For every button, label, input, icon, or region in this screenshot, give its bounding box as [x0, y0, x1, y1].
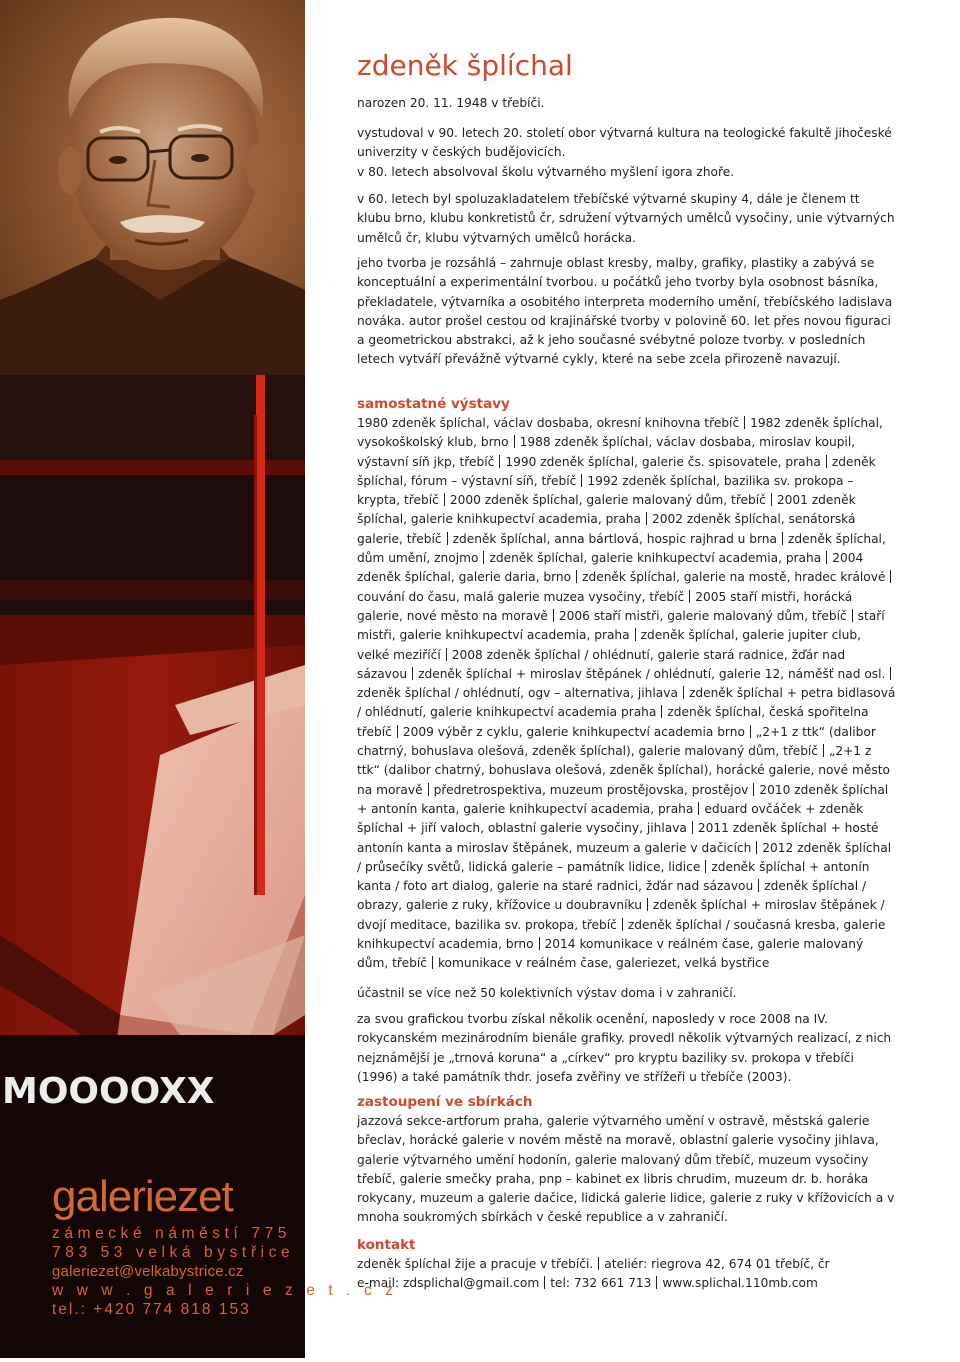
awards-block [357, 1010, 897, 1087]
exhibition-entry: staří mistři, horácká galerie, nové město na moravě [357, 589, 853, 623]
separator [544, 1276, 545, 1289]
painting-text: MOOOOXX [2, 1071, 215, 1112]
education-text: vystudoval v 90. letech 20. století obor výtvarná kultura na teologické fakultě jihočeské univerzity v českých budějovicích. [357, 126, 892, 160]
separator [705, 860, 706, 873]
contact-section [357, 1235, 897, 1294]
exhibition-entry: zdeněk šplíchal + antonín kanta, galerie knihkupectví academia, praha [357, 782, 889, 816]
separator [698, 802, 699, 815]
contact-email-link[interactable]: e-mail: zdsplichal@gmail.com [357, 1276, 540, 1291]
exhibition-entry: zdeněk šplíchal, vysokoškolský klub, brno [357, 416, 883, 450]
exhibition-entry: zdeněk šplíchal, galerie čs. spisovatele, praha [540, 454, 821, 469]
separator [656, 1276, 657, 1289]
separator [635, 628, 636, 641]
work-text: jeho tvorba je rozsáhlá – zahrnuje oblast kresby, malby, grafiky, plastiky a zabývá se konceptuální a experimentální tvorbou. u počátků jeho tvorby byla osobnost básníka, překladatele, výtvarníka a osobitého interpreta moderního umění, třebíčského ladislava nováka. autor prošel cestou od krajinářské tvorby v polovině 60. let přes novou figuraci a geometrickou abstrakci, až k jeho současné svébytné poloze tvorby. v posledních letech vytváří převážně výtvarné cykly, které na sebe zcela přirozeně navazují. [357, 256, 893, 367]
contact-phone: tel: 732 661 713 [550, 1276, 652, 1291]
exhibition-entry: zdeněk šplíchal, anna bártlová, hospic rajhrad u brna [452, 531, 778, 546]
exhibition-entry: zdeněk šplíchal + miroslav štěpánek / ohlédnutí, galerie 12, náměšť nad osl. [418, 666, 886, 681]
separator [446, 648, 447, 661]
exhibition-year: 2011 [697, 821, 733, 836]
exhibition-entry: předretrospektiva, muzeum prostějovska, prostějov [433, 782, 749, 797]
exhibition-entry: zdeněk šplíchal + miroslav štěpánek / dvojí meditace, bazilika sv. prokopa, třebíč [357, 898, 885, 932]
birth-text: narozen 20. 11. 1948 v třebíči. [357, 96, 545, 110]
exhibitions-heading: samostatné výstavy [357, 396, 510, 412]
separator [826, 455, 827, 468]
school-text: v 80. letech absolvoval školu výtvarného myšlení igora zhoře. [357, 164, 735, 179]
exhibition-entry: zdeněk šplíchal, senátorská galerie, třebíč [357, 512, 856, 546]
exhibition-entry: komunikace v reálném čase, galeriezet, velká bystřice [437, 956, 770, 971]
separator [499, 455, 500, 468]
exhibition-year: 2005 [695, 589, 731, 604]
separator [890, 570, 891, 583]
exhibitions-list [357, 414, 897, 974]
exhibition-entry: zdeněk šplíchal, václav dosbaba, miroslav koupil, výstavní síň jkp, třebíč [357, 435, 856, 469]
collections-heading: zastoupení ve sbírkách [357, 1094, 533, 1110]
separator [412, 667, 413, 680]
exhibition-entry: „2+1 z ttk“ (dalibor chatrný, bohuslava olešová, zdeněk šplíchal), horácké galerie, nové město na moravě [357, 744, 890, 797]
exhibition-year: 2014 [544, 937, 580, 952]
separator [756, 841, 757, 854]
contact-line-1 [357, 1255, 897, 1274]
exhibition-year: 2004 [832, 551, 864, 566]
separator [483, 551, 484, 564]
exhibitions-section [357, 394, 897, 974]
exhibition-entry: zdeněk šplíchal / obrazy, galerie z ruky, křížovice u doubravníku [357, 879, 867, 913]
exhibition-entry: zdeněk šplíchal, galerie knihkupectví academia, praha [357, 493, 856, 527]
exhibition-entry: zdeněk šplíchal / současná kresba, galerie knihkupectví academia, brno [357, 917, 886, 952]
contact-residence: zdeněk šplíchal žije a pracuje v třebíči. [357, 1257, 594, 1271]
separator [397, 725, 398, 738]
exhibition-entry: couvání do času, malá galerie muzea vysočiny, třebíč [357, 589, 685, 604]
contact-heading: kontakt [357, 1237, 416, 1253]
exhibition-entry: zdeněk šplíchal / průsečíky světů, lidická galerie – památník lidice, lidice [357, 840, 892, 874]
exhibition-entry: staří mistři, galerie knihkupectví academia, praha [357, 608, 885, 643]
separator [683, 686, 684, 699]
exhibition-year: 2006 [558, 608, 594, 623]
contact-line-2 [357, 1274, 897, 1293]
exhibition-year: 2008 [451, 647, 487, 662]
gallery-address-street: zámecké náměstí 775 [52, 1225, 292, 1242]
separator [576, 570, 577, 583]
portrait-image [0, 0, 305, 375]
exhibition-year: 1982 [750, 416, 786, 430]
separator [826, 551, 827, 564]
separator [581, 474, 582, 487]
exhibition-entry: zdeněk šplíchal + hosté antonín kanta a miroslav štěpánek, muzeum a galerie v dačicích [357, 821, 879, 855]
exhibition-entry: zdeněk šplíchal / ohlédnutí, ogv – alternativa, jihlava [357, 686, 678, 701]
separator [432, 956, 433, 969]
separator [744, 416, 745, 429]
exhibition-entry: zdeněk šplíchal, česká spořitelna třebíč [357, 705, 869, 739]
separator [758, 879, 759, 892]
exhibition-year: 1980 [357, 416, 392, 430]
separator [750, 725, 751, 738]
exhibition-year: 1988 [519, 435, 555, 450]
exhibition-year: 2000 [449, 493, 485, 508]
separator [514, 435, 515, 448]
groups-block [357, 190, 897, 248]
exhibition-year: 1992 [587, 473, 623, 488]
contact-studio: ateliér: riegrova 42, 674 01 třebíč, čr [604, 1257, 830, 1271]
exhibition-entry: eduard ovčáček + zdeněk šplíchal + jiří valoch, oblastní galerie vysočiny, jihlava [357, 801, 864, 836]
exhibition-year: 2012 [762, 840, 798, 855]
awards-text: za svou grafickou tvorbu získal několik ocenění, naposledy v roce 2008 na IV. rokycanském mezinárodním bienále grafiky. provedl několik výtvarných realizací, z nich nejznámější je „trnová koruna“ a „církev“ pro kryptu baziliky sv. prokopa v třebíči (1996) a také památník thdr. josefa zvěřiny ve střížeři u třebíče (2003). [357, 1012, 892, 1084]
contact-web-link[interactable]: www.splichal.110mb.com [662, 1276, 818, 1291]
exhibition-year: 2009 [402, 724, 438, 739]
collective-block [357, 984, 897, 1003]
groups-text: v 60. letech byl spoluzakladatelem třebíčské výtvarné skupiny 4, dále je členem tt klubu brno, klubu konkretistů čr, sdružení výtvarných umělců vysočiny, unie výtvarných umělců čr, klubu výtvarných umělců horácka. [357, 192, 895, 245]
separator [622, 918, 623, 931]
separator [782, 532, 783, 545]
exhibition-entry: zdeněk šplíchal / ohlédnutí, galerie stará radnice, žďár nad sázavou [357, 647, 846, 681]
separator [647, 898, 648, 911]
exhibition-year: 2001 [776, 493, 812, 508]
exhibition-entry: zdeněk šplíchal + antonín kanta / foto art dialog, galerie na staré radnici, žďár nad sázavou [357, 859, 870, 894]
gallery-phone: tel.: +420 774 818 153 [52, 1301, 251, 1318]
separator [823, 744, 824, 757]
separator [890, 667, 891, 680]
separator [447, 532, 448, 545]
separator [428, 783, 429, 796]
exhibition-entry: zdeněk šplíchal, václav dosbaba, okresní knihovna třebíč [391, 416, 740, 430]
exhibition-year: 2002 [651, 512, 687, 527]
exhibition-entry: „2+1 z ttk“ (dalibor chatrný, bohuslava olešová, zdeněk šplíchal), galerie malovaný dům, třebíč [357, 724, 876, 759]
separator [852, 609, 853, 622]
separator [753, 783, 754, 796]
gallery-logo: galeriezet [52, 1172, 233, 1221]
separator [539, 937, 540, 950]
work-block [357, 254, 897, 370]
exhibition-entry: zdeněk šplíchal, galerie knihkupectví academia, praha [489, 551, 822, 566]
exhibition-entry: komunikace v reálném čase, galerie malovaný dům, třebíč [357, 937, 864, 971]
exhibition-entry: zdeněk šplíchal, galerie daria, brno [357, 570, 572, 585]
exhibition-entry: zdeněk šplíchal + petra bidlasová / ohlédnutí, galerie knihkupectví academia praha [357, 686, 896, 720]
separator [444, 493, 445, 506]
collective-text: účastnil se více než 50 kolektivních výstav doma i v zahraničí. [357, 986, 737, 1000]
exhibition-year: 2010 [759, 782, 795, 797]
gallery-web-link[interactable]: w w w . g a l e r i e z e t . c z [52, 1282, 398, 1299]
exhibition-entry: zdeněk šplíchal, galerie malovaný dům, třebíč [484, 493, 766, 508]
exhibition-entry: staří mistři, galerie malovaný dům, třebíč [593, 608, 847, 623]
artist-name: zdeněk šplíchal [357, 49, 573, 82]
separator [646, 512, 647, 525]
exhibition-entry: zdeněk šplíchal, fórum – výstavní síň, třebíč [357, 454, 876, 488]
gallery-email-link[interactable]: galeriezet@velkabystrice.cz [52, 1263, 244, 1280]
artist-portrait [0, 0, 305, 375]
exhibition-entry: zdeněk šplíchal, galerie jupiter club, velké meziříčí [357, 628, 861, 662]
separator [692, 821, 693, 834]
collections-text: jazzová sekce-artforum praha, galerie výtvarného umění v ostravě, městská galerie břeclav, horácké galerie v novém městě na moravě, oblastní galerie vysočiny jihlava, galerie výtvarného umění hodonín, galerie malovaný dům třebíč, muzeum vysočiny třebíč, galerie smečky praha, pnp – kabinet ex libris chrudim, muzeum dr. b. horáka rokycany, muzeum a galerie dačice, lidická galerie lidice, galerie z ruky v křížovicích a v mnoha soukromých sbírkách v české republice a v zahraničí. [357, 1114, 895, 1225]
exhibition-entry: zdeněk šplíchal, bazilika sv. prokopa – krypta, třebíč [357, 473, 854, 508]
separator [661, 705, 662, 718]
collections-section [357, 1092, 897, 1228]
birth-info [357, 94, 897, 113]
exhibition-year: 1990 [505, 454, 541, 469]
gallery-address-city: 783 53 velká bystřice [52, 1244, 295, 1261]
exhibition-entry: zdeněk šplíchal, dům umění, znojmo [357, 531, 886, 566]
separator [689, 590, 690, 603]
education-block [357, 124, 897, 182]
exhibition-entry: výběr z cyklu, galerie knihkupectví academia brno [437, 724, 745, 739]
exhibition-entry: zdeněk šplíchal, galerie na mostě, hradec králové [582, 570, 886, 585]
separator [598, 1257, 599, 1270]
separator [771, 493, 772, 506]
separator [553, 609, 554, 622]
